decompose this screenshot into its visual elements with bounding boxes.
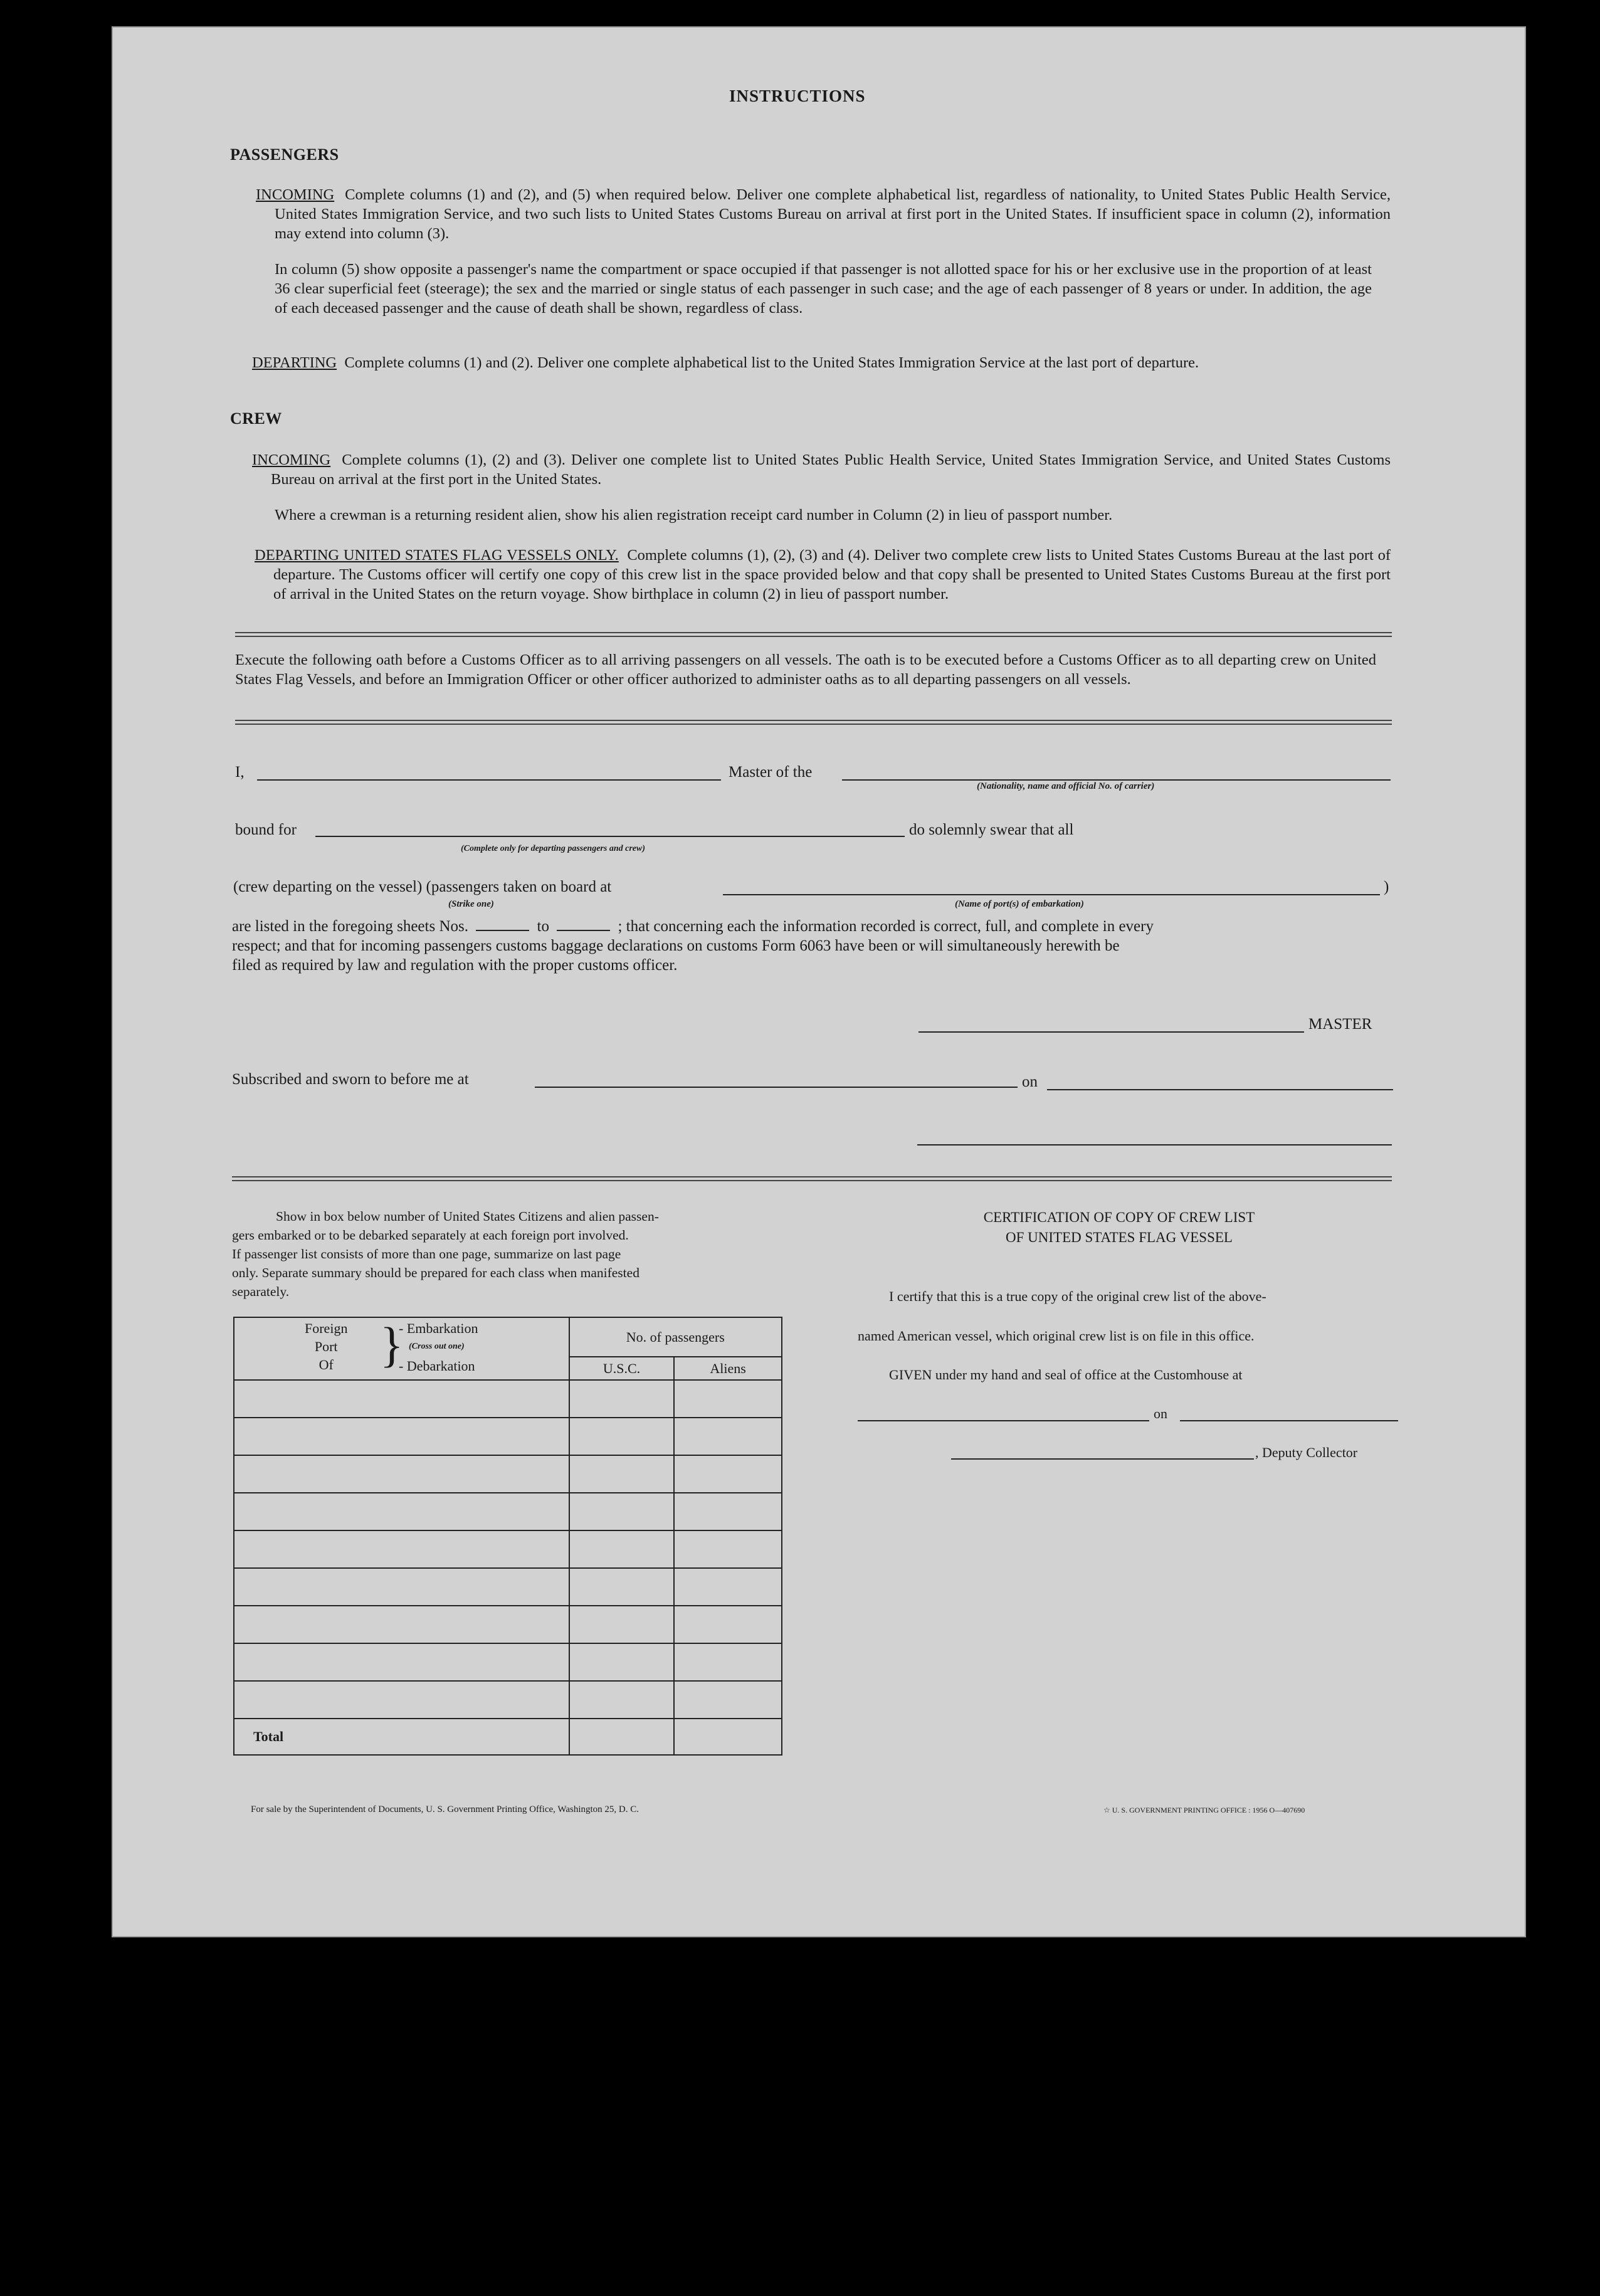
crew-heading: CREW <box>230 409 282 428</box>
passengers-incoming-label: INCOMING <box>256 186 335 203</box>
table-row <box>234 1530 782 1568</box>
usc-cell[interactable] <box>569 1681 675 1719</box>
passengers-departing-instruction <box>252 353 1391 372</box>
deputy-collector-label: , Deputy Collector <box>1255 1445 1358 1460</box>
summary-note-line: separately. <box>232 1284 290 1299</box>
port-cell[interactable] <box>234 1530 569 1568</box>
summary-note <box>232 1207 784 1301</box>
aliens-cell[interactable] <box>674 1606 782 1643</box>
summary-note-line: Show in box below number of United States Citizens and alien passen- <box>276 1209 659 1224</box>
certify-line-3: GIVEN under my hand and seal of office at the Customhouse at <box>889 1367 1243 1382</box>
embarkation-port-field[interactable] <box>723 894 1380 895</box>
table-row <box>234 1643 782 1681</box>
listed-line-2: respect; and that for incoming passengers customs baggage declarations on customs Form 6063 have been or will simultaneously herewith be <box>232 937 1120 954</box>
usc-cell[interactable] <box>569 1530 675 1568</box>
table-row <box>234 1493 782 1530</box>
crew-resident-alien-note: Where a crewman is a returning resident alien, show his alien registration receipt card number in Column (2) in lieu of passport number. <box>275 507 1113 524</box>
divider <box>232 1176 1392 1181</box>
usc-cell[interactable] <box>569 1606 675 1643</box>
passengers-heading: PASSENGERS <box>230 145 339 164</box>
table-row <box>234 1606 782 1643</box>
page-title: INSTRUCTIONS <box>729 87 866 105</box>
passengers-incoming-text: Complete columns (1) and (2), and (5) when required below. Deliver one complete alphabetical list, regardless of nationality, to United States Public Health Service, United States Immigration Service, and two such lists to United States Customs Bureau on arrival at first port in the United States. If insufficient space in column (2), information may extend into column (3). <box>275 186 1391 242</box>
aliens-cell[interactable] <box>674 1681 782 1719</box>
certification-title-line: OF UNITED STATES FLAG VESSEL <box>1006 1230 1233 1245</box>
usc-cell[interactable] <box>569 1455 675 1493</box>
total-label: Total <box>234 1719 569 1755</box>
listed-sheets-line <box>232 918 1154 935</box>
table-row <box>234 1568 782 1606</box>
listed-to-text: to <box>537 918 549 935</box>
subscribed-label: Subscribed and sworn to before me at <box>232 1071 469 1088</box>
divider <box>235 632 1392 637</box>
usc-cell[interactable] <box>569 1380 675 1418</box>
usc-cell[interactable] <box>569 1568 675 1606</box>
solemnly-swear-text: do solemnly swear that all <box>909 821 1074 838</box>
passengers-column5-instruction: In column (5) show opposite a passenger's name the compartment or space occupied if that passenger is not allotted space for his or her exclusive use in the proportion of at least 36 clear superficial feet (steerage); the sex and the married or single status of each passenger in such case; and the age of each passenger of 8 years or under. In addition, the age of each deceased passenger and the cause of death shall be shown, regardless of class. <box>275 261 1372 317</box>
aliens-cell[interactable] <box>674 1568 782 1606</box>
strike-caption: (Strike one) <box>448 899 494 909</box>
port-cell[interactable] <box>234 1568 569 1606</box>
cert-date-field[interactable] <box>1180 1420 1398 1421</box>
table-row <box>234 1418 782 1455</box>
listed-pre-text: are listed in the foregoing sheets Nos. <box>232 918 468 935</box>
sheet-from-field[interactable] <box>476 930 529 931</box>
brace-icon: } <box>380 1317 404 1372</box>
customhouse-field[interactable] <box>858 1420 1149 1421</box>
master-name-field[interactable] <box>257 779 721 781</box>
crew-passengers-text: (crew departing on the vessel) (passengers taken on board at <box>233 878 612 895</box>
crew-departing-instruction <box>255 545 1391 604</box>
port-cell[interactable] <box>234 1606 569 1643</box>
crew-incoming-label: INCOMING <box>252 451 331 468</box>
certification-title <box>890 1208 1348 1248</box>
total-row <box>234 1719 782 1755</box>
certification-title-line: CERTIFICATION OF COPY OF CREW LIST <box>983 1209 1255 1225</box>
bound-for-field[interactable] <box>315 836 905 837</box>
crew-incoming-text: Complete columns (1), (2) and (3). Deliver one complete list to United States Public Health Service, United States Immigration Service, and United States Customs Bureau on arrival at the first port in the United States. <box>271 451 1391 488</box>
oath-instruction: Execute the following oath before a Customs Officer as to all arriving passengers on all vessels. The oath is to be executed before a Customs Officer as to all departing crew on United States Flag Vessels, and before an Immigration Officer or other officer authorized to administer oaths as to all departing passengers on all vessels. <box>235 651 1376 688</box>
aliens-cell[interactable] <box>674 1530 782 1568</box>
cross-out-note: (Cross out one) <box>409 1342 465 1351</box>
sworn-on-label: on <box>1022 1073 1038 1090</box>
crew-departing-label: DEPARTING UNITED STATES FLAG VESSELS ONLY. <box>255 547 619 564</box>
port-cell[interactable] <box>234 1380 569 1418</box>
aliens-cell[interactable] <box>674 1380 782 1418</box>
usc-cell[interactable] <box>569 1643 675 1681</box>
divider <box>235 720 1392 725</box>
certify-line-1: I certify that this is a true copy of the original crew list of the above- <box>889 1288 1266 1304</box>
aliens-total-cell[interactable] <box>674 1719 782 1755</box>
master-of-label: Master of the <box>729 764 813 781</box>
master-signature-field[interactable] <box>918 1031 1304 1033</box>
passengers-incoming-instruction <box>256 185 1391 243</box>
aliens-cell[interactable] <box>674 1643 782 1681</box>
passenger-summary-table <box>233 1317 782 1756</box>
oath-i-label: I, <box>235 764 245 781</box>
port-cell[interactable] <box>234 1455 569 1493</box>
usc-total-cell[interactable] <box>569 1719 675 1755</box>
embarkation-option[interactable]: - Embarkation <box>399 1320 478 1336</box>
summary-note-line: only. Separate summary should be prepared for each class when manifested <box>232 1265 639 1280</box>
carrier-caption: (Nationality, name and official No. of carrier) <box>977 781 1155 791</box>
bound-caption: (Complete only for departing passengers and crew) <box>461 844 645 853</box>
no-of-passengers-header: No. of passengers <box>569 1317 782 1357</box>
port-cell[interactable] <box>234 1493 569 1530</box>
passengers-departing-text: Complete columns (1) and (2). Deliver one complete alphabetical list to the United States Immigration Service at the last port of departure. <box>344 354 1199 371</box>
passengers-departing-label: DEPARTING <box>252 354 337 371</box>
footer-gpo-note: ☆ U. S. GOVERNMENT PRINTING OFFICE : 1956 O—407690 <box>1103 1806 1305 1814</box>
listed-post-text: ; that concerning each the information recorded is correct, full, and complete in every <box>618 918 1154 935</box>
sworn-date-field[interactable] <box>1047 1089 1393 1090</box>
sworn-place-field[interactable] <box>535 1087 1018 1088</box>
aliens-cell[interactable] <box>674 1493 782 1530</box>
officer-signature-field[interactable] <box>917 1144 1392 1145</box>
port-header-cell <box>234 1317 569 1380</box>
table-row <box>234 1681 782 1719</box>
aliens-cell[interactable] <box>674 1418 782 1455</box>
sheet-to-field[interactable] <box>557 930 610 931</box>
cert-on-label: on <box>1154 1406 1167 1421</box>
bound-for-label: bound for <box>235 821 297 838</box>
usc-header: U.S.C. <box>569 1357 675 1380</box>
debarkation-option[interactable]: - Debarkation <box>399 1358 475 1374</box>
port-cell[interactable] <box>234 1643 569 1681</box>
foreign-port-of-label: Foreign Port Of <box>305 1320 348 1372</box>
port-caption: (Name of port(s) of embarkation) <box>955 899 1084 909</box>
port-cell[interactable] <box>234 1681 569 1719</box>
usc-cell[interactable] <box>569 1493 675 1530</box>
listed-line-3: filed as required by law and regulation with the proper customs officer. <box>232 957 678 974</box>
port-cell[interactable] <box>234 1418 569 1455</box>
usc-cell[interactable] <box>569 1418 675 1455</box>
aliens-header: Aliens <box>674 1357 782 1380</box>
summary-note-line: If passenger list consists of more than one page, summarize on last page <box>232 1246 621 1261</box>
carrier-field[interactable] <box>842 779 1391 781</box>
table-row <box>234 1380 782 1418</box>
footer-sale-note: For sale by the Superintendent of Documents, U. S. Government Printing Office, Washington 25, D. C. <box>251 1804 639 1814</box>
crew-incoming-instruction <box>252 450 1391 489</box>
table-row <box>234 1455 782 1493</box>
crew-departing-text: Complete columns (1), (2), (3) and (4). Deliver two complete crew lists to United States Customs Bureau at the last port of departure. The Customs officer will certify one copy of this crew list in the space provided below and that copy shall be presented to United States Customs Bureau at the first port of arrival in the United States on the return voyage. Show birthplace in column (2) in lieu of passport number. <box>273 547 1391 603</box>
deputy-signature-field[interactable] <box>951 1458 1254 1460</box>
certify-line-2: named American vessel, which original crew list is on file in this office. <box>858 1328 1255 1344</box>
master-label: MASTER <box>1308 1016 1372 1033</box>
close-paren: ) <box>1384 878 1389 895</box>
summary-note-line: gers embarked or to be debarked separately at each foreign port involved. <box>232 1228 629 1243</box>
aliens-cell[interactable] <box>674 1455 782 1493</box>
